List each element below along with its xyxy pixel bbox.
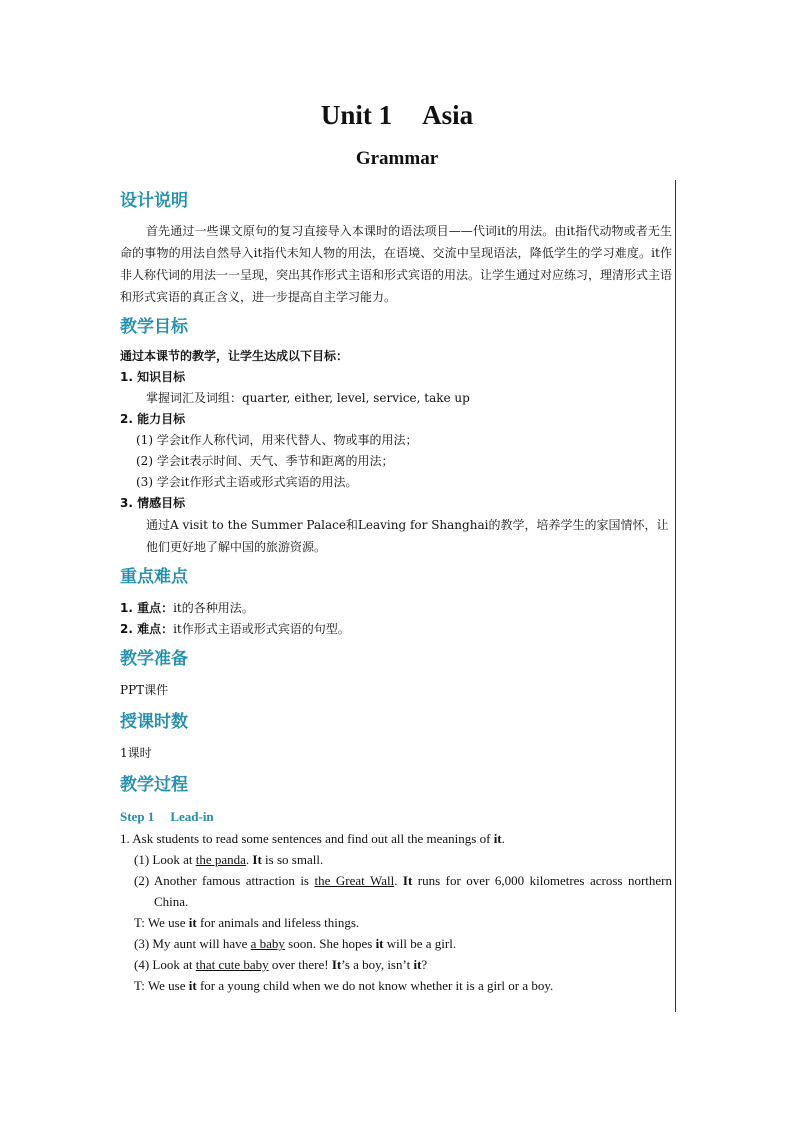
instruction-line: [120, 828, 672, 849]
underlined-phrase: that cute baby: [195, 957, 269, 972]
section-heading-key: 重点难点: [120, 567, 188, 587]
section-heading-hours: 授课时数: [120, 712, 188, 732]
key-item-text: it作形式主语或形式宾语的句型。: [173, 622, 350, 636]
design-paragraph: 首先通过一些课文原句的复习直接导入本课时的语法项目——代词it的用法。由it指代动物或者无生命的事物的用法自然导入it指代未知人物的用法，在语境、交流中呈现语法，降低学生的学习难度。it作非人称代词的用法一一呈现，突出其作形式主语和形式宾语的用法。让学生通过对应练习，理清形式主语和形式宾语的真正含义，进一步提高自主学习能力。: [120, 224, 673, 304]
example-sentence: [120, 870, 672, 912]
prep-text: PPT课件: [120, 683, 169, 697]
example-sentence: [120, 849, 672, 870]
knowledge-text: 掌握词汇及词组：quarter, either, level, service, take up: [146, 391, 470, 405]
section-heading-goals: 教学目标: [120, 317, 188, 337]
title-unit: Unit 1: [320, 100, 393, 130]
sentence-text: over there!: [268, 957, 332, 972]
underlined-phrase: the Great Wall: [314, 873, 395, 888]
section-heading-process: 教学过程: [120, 775, 188, 795]
note-text: for a young child when we do not know whether it is a girl or a boy.: [196, 978, 554, 993]
page-title: [0, 100, 794, 131]
key-item-label: 1. 重点：: [120, 601, 174, 615]
sentence-text: (2) Another famous attraction is: [134, 873, 315, 888]
instruction-text: 1. Ask students to read some sentences and find out all the meanings of: [120, 831, 494, 846]
ability-item: (2) 学会it表示时间、天气、季节和距离的用法；: [136, 454, 394, 468]
note-text: for animals and lifeless things.: [196, 915, 360, 930]
ability-title: 2. 能力目标: [120, 412, 186, 426]
sentence-text: (3) My aunt will have: [134, 936, 251, 951]
bold-keyword: It: [402, 873, 413, 888]
title-topic: Asia: [422, 100, 474, 130]
bold-keyword: it: [188, 915, 197, 930]
document-body: [120, 186, 672, 996]
teacher-note: [120, 975, 672, 996]
sentence-text: runs for over 6,000 kilometres across northern China.: [154, 873, 672, 909]
instruction-keyword: it: [493, 831, 502, 846]
sentence-text: soon. She hopes: [284, 936, 376, 951]
key-item: [120, 598, 672, 619]
note-text: T: We use: [134, 915, 189, 930]
sentence-text: (4) Look at: [134, 957, 196, 972]
hours-text: 1课时: [120, 746, 152, 760]
bold-keyword: It: [252, 852, 262, 867]
bold-keyword: It: [331, 957, 342, 972]
underlined-phrase: the panda: [195, 852, 246, 867]
note-text: T: We use: [134, 978, 189, 993]
sentence-text: .: [245, 852, 253, 867]
step-label: Step 1: [120, 809, 155, 824]
sentence-text: .: [394, 873, 403, 888]
goals-intro: 通过本课节的教学，让学生达成以下目标：: [120, 349, 349, 363]
page-subtitle: Grammar: [355, 148, 439, 169]
sentence-text: ?: [421, 957, 428, 972]
emotion-text: 通过A visit to the Summer Palace和Leaving for Shanghai的教学，培养学生的家国情怀，让他们更好地了解中国的旅游资源。: [146, 518, 669, 554]
sentence-text: is so small.: [261, 852, 324, 867]
bold-keyword: it: [413, 957, 422, 972]
teacher-note: [120, 912, 672, 933]
ability-item: (1) 学会it作人称代词，用来代替人、物或事的用法；: [136, 433, 418, 447]
margin-rule: [675, 180, 676, 1012]
emotion-title: 3. 情感目标: [120, 496, 186, 510]
bold-keyword: it: [188, 978, 197, 993]
sentence-text: (1) Look at: [134, 852, 196, 867]
example-sentence: [120, 933, 672, 954]
instruction-end: .: [501, 831, 505, 846]
bold-keyword: it: [375, 936, 384, 951]
section-heading-design: 设计说明: [120, 191, 188, 211]
key-item: [120, 619, 672, 640]
step-name: Lead-in: [170, 809, 214, 824]
sentence-text: ’s a boy, isn’t: [341, 957, 414, 972]
example-sentence: [120, 954, 672, 975]
key-item-text: it的各种用法。: [173, 601, 254, 615]
ability-item: (3) 学会it作形式主语或形式宾语的用法。: [136, 475, 358, 489]
section-heading-prep: 教学准备: [120, 649, 188, 669]
sentence-text: will be a girl.: [383, 936, 457, 951]
underlined-phrase: a baby: [250, 936, 285, 951]
step-heading: [120, 806, 672, 828]
knowledge-title: 1. 知识目标: [120, 370, 186, 384]
key-item-label: 2. 难点：: [120, 622, 174, 636]
